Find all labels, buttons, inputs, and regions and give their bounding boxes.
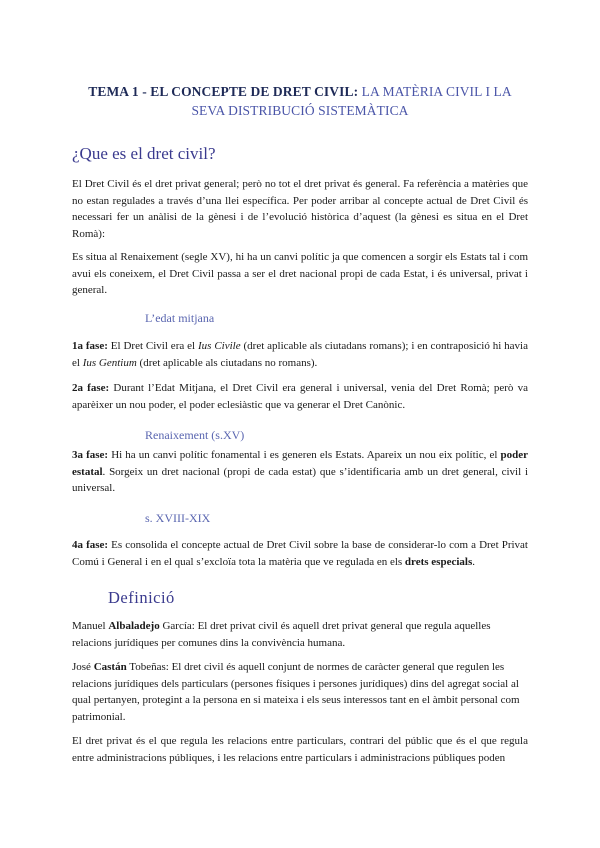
poder-estatal-term: poder estatal xyxy=(72,449,528,478)
title-light-1: LA MATÈRIA CIVIL I LA xyxy=(361,84,512,99)
fase-1-text-2: (dret aplicable als ciutadans romans); i en contraposició hi havia el xyxy=(72,340,528,369)
page-title xyxy=(60,82,540,120)
fase-3-text-2: . Sorgeix un dret nacional (propi de cada estat) que s’identificaria amb un dret general, civil i universal. xyxy=(72,465,528,494)
fase-1-text-1: El Dret Civil era el xyxy=(107,340,198,352)
title-bold: TEMA 1 - EL CONCEPTE DE DRET CIVIL: xyxy=(88,84,359,99)
subheading-renaixement: Renaixement (s.XV) xyxy=(145,428,245,442)
drets-especials-term: drets especials xyxy=(404,555,473,568)
paragraph-fase-4 xyxy=(72,537,528,570)
paragraph-definicio-castan xyxy=(72,659,528,725)
paragraph-fase-2 xyxy=(72,380,528,413)
fase-3-label: 3a fase: xyxy=(72,449,109,461)
albaladejo-surname: Albaladejo xyxy=(108,620,160,632)
ius-gentium-term: Ius Gentium xyxy=(82,356,137,369)
fase-4-text-2: . xyxy=(472,555,475,568)
fase-2-text: Durant l’Edat Mitjana, el Dret Civil era general i universal, venia del Dret Romà; però va aparèixer un nou poder, el poder eclesiàstic que va generar el Dret Canònic. xyxy=(72,382,528,411)
fase-2-label: 2a fase: xyxy=(72,382,110,394)
castan-surname: Castán xyxy=(93,661,127,673)
fase-1-text-3: (dret aplicable als ciutadans no romans). xyxy=(136,356,318,369)
fase-1-label: 1a fase: xyxy=(72,340,108,352)
subheading-segles: s. XVIII-XIX xyxy=(145,511,211,525)
section-heading-definicio: Definició xyxy=(108,588,175,607)
paragraph-renaixement: Es situa al Renaixement (segle XV), hi ha un canvi polític ja que comencen a sorgir els Estats tal i com avui els coneixem, el Dret Civil passa a ser el dret nacional propi de cada Estat, i és universal, privat i general. xyxy=(72,251,528,296)
paragraph-fase-3 xyxy=(72,447,528,497)
fase-4-label: 4a fase: xyxy=(72,539,109,551)
fase-3-text-1: Hi ha un canvi polític fonamental i es generen els Estats. Apareix un nou eix polític, el xyxy=(108,449,501,461)
albaladejo-text: García: El dret privat civil és aquell dret privat general que regula aquelles relacions jurídiques per comunes dins la convivència humana. xyxy=(72,620,491,649)
paragraph-fase-1 xyxy=(72,338,528,371)
castan-first-name: José xyxy=(72,661,94,673)
title-light-2: SEVA DISTRIBUCIÓ SISTEMÀTICA xyxy=(191,103,409,118)
albaladejo-first-name: Manuel xyxy=(72,620,109,632)
subheading-edat-mitjana: L’edat mitjana xyxy=(145,311,215,325)
paragraph-dret-privat: El dret privat és el que regula les relacions entre particulars, contrari del públic que és el que regula entre administracions públiques, i les relacions entre particulars i administracions públiques poden xyxy=(72,735,528,764)
fase-4-text-1: Es consolida el concepte actual de Dret Civil sobre la base de considerar-lo com a Dret Privat Comú i General i en el qual s’excloïa tota la matèria que ve regulada en els xyxy=(72,539,528,568)
paragraph-intro: El Dret Civil és el dret privat general; però no tot el dret privat és general. Fa referència a matèries que no estan regulades a través d’una llei específica. Per poder arribar al concepte actual de Dret Civil és necessari fer un anàlisi de la gènesi i de l’evolució històrica d’aquest (la gènesi es situa en el Dret Romà): xyxy=(72,178,528,240)
paragraph-definicio-albaladejo xyxy=(72,618,528,651)
castan-text: Tobeñas: El dret civil és aquell conjunt de normes de caràcter general que regulen les relacions jurídiques dels particulars (persones físiques i persones jurídiques) dins del agregat social al qual pertanyen, protegint a la persona en si mateixa i els seus interessos tant en el àmbit personal com patrimonial. xyxy=(72,661,520,723)
section-heading-que-es: ¿Que es el dret civil? xyxy=(72,144,216,163)
ius-civile-term: Ius Civile xyxy=(197,340,241,352)
